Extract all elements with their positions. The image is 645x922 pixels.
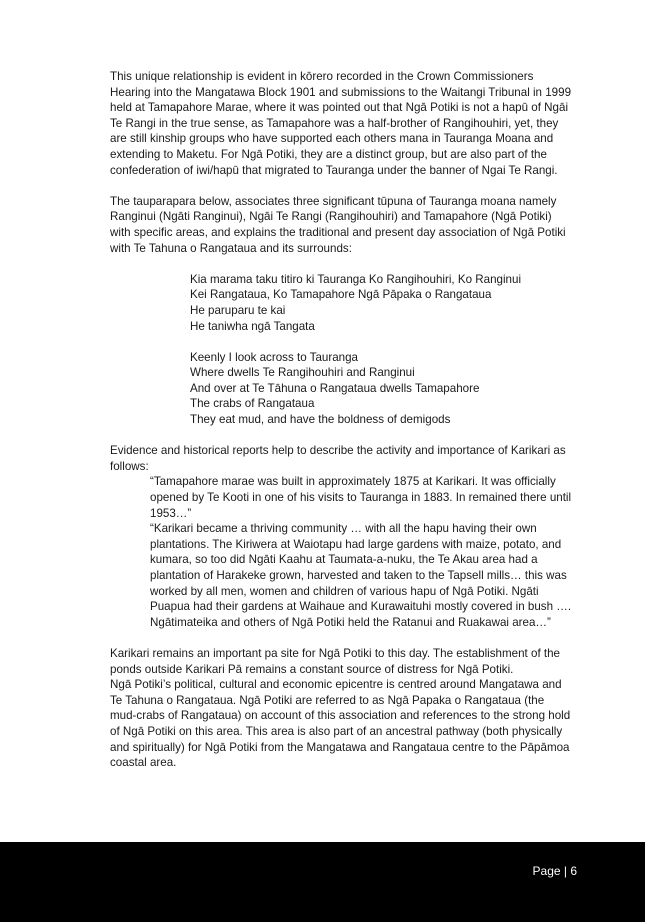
tauparapara-maori	[190, 272, 572, 334]
tauparapara-english	[190, 350, 572, 428]
poem-line: He taniwha ngā Tangata	[190, 319, 315, 333]
paragraph-tauparapara-intro: The tauparapara below, associates three significant tūpuna of Tauranga moana namely Ranginui (Ngāti Ranginui), Ngāi Te Rangi (Rangihouhiri) and Tamapahore (Ngā Potiki) with specific areas, and explains the traditional and present day association of Ngā Potiki with Te Tahuna o Rangataua and its surrounds:	[110, 194, 566, 255]
poem-line: The crabs of Rangataua	[190, 397, 315, 411]
paragraph-karikari-pa: Karikari remains an important pa site for Ngā Potiki to this day. The establishment of the ponds outside Karikari Pā remains a constant source of distress for Ngā Potiki.	[110, 646, 561, 676]
document-body	[110, 69, 572, 771]
paragraph-epicentre: Ngā Potiki’s political, cultural and economic epicentre is centred around Mangatawa and Te Tahuna o Rangataua. Ngā Potiki are referred to as Ngā Papaka o Rangataua (the mud-crabs of Rangataua) on account of this association and references to the strong hold of Ngā Potiki on this area. This area is also part of an ancestral pathway (both physically and spiritually) for Ngā Potiki from the Mangatawa and Rangataua centre to the Pāpāmoa coastal area.	[110, 678, 571, 770]
poem-line: He paruparu te kai	[190, 303, 286, 317]
paragraph-relationship: This unique relationship is evident in kōrero recorded in the Crown Commissioners Hearing into the Mangatawa Block 1901 and submissions to the Waitangi Tribunal in 1999 held at Tamapahore Marae, where it was pointed out that Ngā Potiki is not a hapū of Ngāi Te Rangi in the true sense, as Tamapahore was a half-brother of Rangihouhiri, yet, they are still kinship groups who have supported each others mana in Tauranga Moana and extending to Maketu. For Ngā Potiki, they are a distinct group, but are also part of the confederation of iwi/hapū that migrated to Tauranga under the banner of Ngai Te Rangi.	[110, 70, 572, 177]
quote-marae: “Tamapahore marae was built in approximately 1875 at Karikari. It was officially opened by Te Kooti in one of his visits to Tauranga in 1883. In remained there until 1953…”	[150, 475, 572, 520]
paragraph-evidence-intro: Evidence and historical reports help to describe the activity and importance of Karikari as follows:	[110, 444, 566, 473]
poem-line: They eat mud, and have the boldness of demigods	[190, 413, 451, 427]
poem-line: Where dwells Te Rangihouhiri and Ranginui	[190, 366, 415, 380]
quote-karikari: “Karikari became a thriving community … with all the hapu having their own plantations. The Kiriwera at Waiotapu had large gardens with maize, potato, and kumara, so too did Ngāti Kaahu at Taumata-a-nuku, the Te Akau area had a plantation of Harakeke grown, harvested and taken to the Tapsell mills… this was worked by all men, women and children of various hapu of Ngā Potiki. Ngāti Puapua had their gardens at Waihaue and Kurawaituhi mostly covered in bush …. Ngātimateika and others of Ngā Potiki held the Ratanui and Ruakawai area…”	[150, 522, 572, 629]
poem-line: Kei Rangataua, Ko Tamapahore Ngā Pāpaka o Rangataua	[190, 288, 492, 302]
poem-line: Kia marama taku titiro ki Tauranga Ko Rangihouhiri, Ko Ranginui	[190, 272, 522, 286]
poem-line: And over at Te Tāhuna o Rangataua dwells Tamapahore	[190, 381, 480, 395]
page-footer	[0, 842, 645, 922]
page-number: Page | 6	[532, 864, 577, 878]
poem-line: Keenly I look across to Tauranga	[190, 350, 358, 364]
